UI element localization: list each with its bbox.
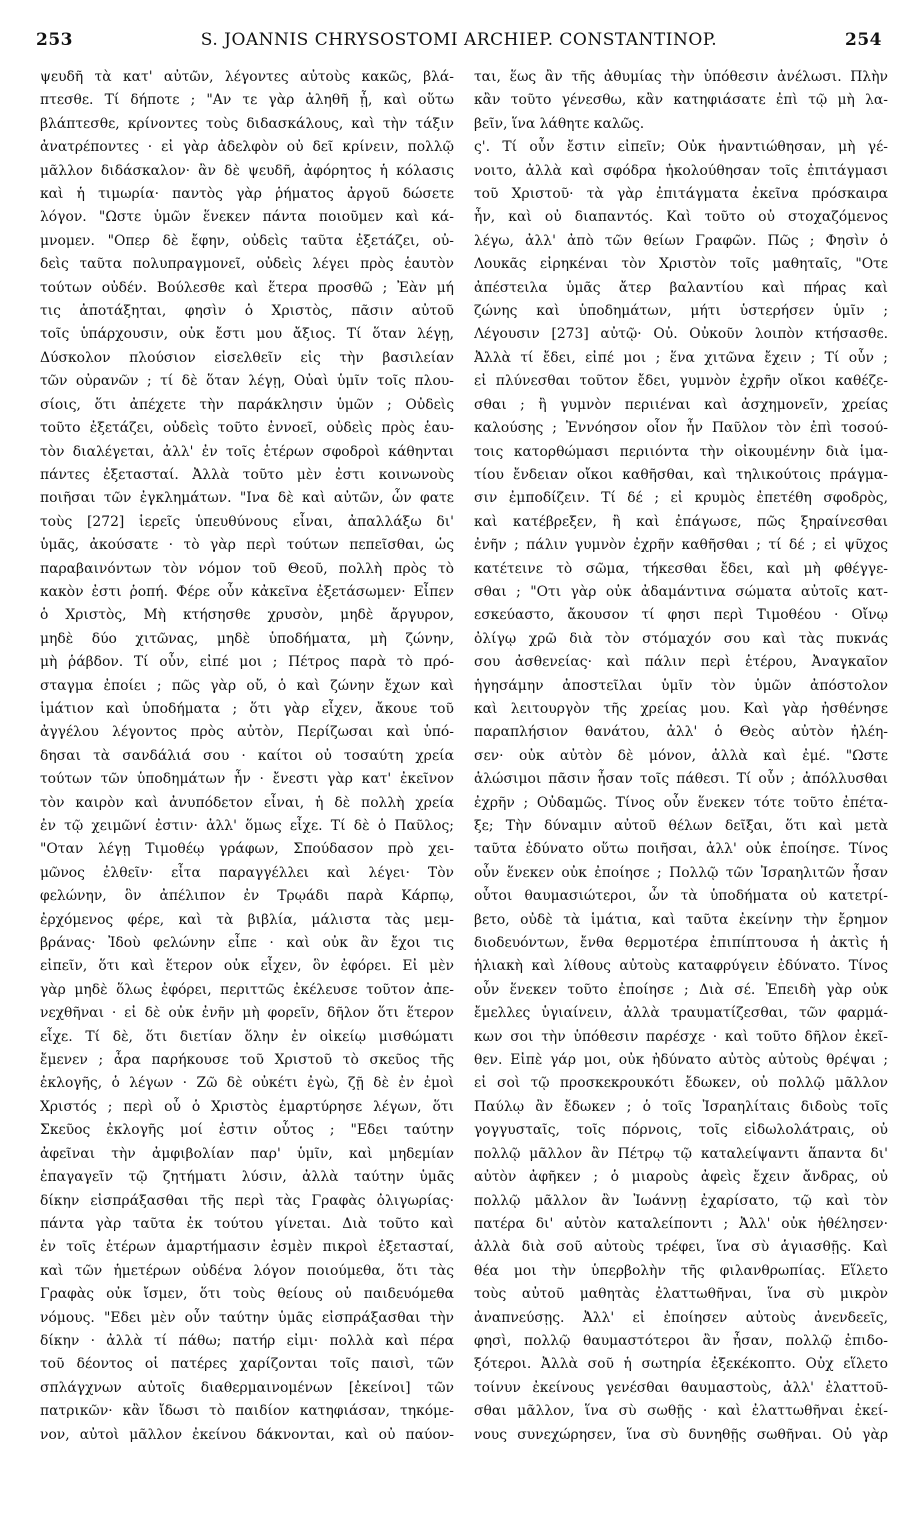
left-column-line: ὑμᾶς, ἀκούσατε · τὸ γὰρ περὶ τούτων πεπεῖσθαι, ὡς <box>40 537 454 554</box>
right-column-line: πολλῷ μᾶλλον ἂν Ἰωάννῃ ἐχαρίσατο, τῷ καὶ τὸν <box>474 1192 888 1209</box>
left-column-line: Δύσκολον πλούσιον εἰσελθεῖν εἰς τὴν βασιλείαν <box>40 349 454 366</box>
page-number-left: 253 <box>36 30 73 50</box>
right-column-line: τίου ἔνδειαν οἴκοι καθῆσθαι, καὶ τηλικούτοις πράγμα- <box>474 466 888 483</box>
right-column-line: ἐνῆν ; πάλιν γυμνὸν ἐχρῆν καθῆσθαι ; τί δέ ; εἰ ψῦχος <box>474 537 888 554</box>
right-column-line: ἀλλὰ διὰ σοῦ αὐτοὺς τρέφει, ἵνα σὺ ἁγιασθῇς. Καὶ <box>474 1239 888 1256</box>
left-column-line: σπλάγχνων αὐτοῖς διαθερμαινομένων [ἐκείνοι] τῶν <box>40 1379 454 1396</box>
left-column-line: δεὶς ταῦτα πολυπραγμονεῖ, οὐδεὶς λέγει πρὸς ἑαυτὸν <box>40 256 454 273</box>
right-column-line: εἰ πλύνεσθαι τοῦτον ἔδει, γυμνὸν ἐχρῆν οἴκοι καθέζε- <box>474 373 888 390</box>
left-column-line: ἐπαγαγεῖν τῷ ζητήματι λύσιν, ἀλλὰ ταύτην ὑμᾶς <box>40 1169 454 1186</box>
left-column-line: πάντα γὰρ ταῦτα ἐκ τούτου γίνεται. Διὰ τοῦτο καὶ <box>40 1215 454 1232</box>
right-column-line: τοις κατορθώμασι περιιόντα τὴν οἰκουμένην διὰ ἱμα- <box>474 443 888 460</box>
left-column-line: τις ἀποτάξηται, φησὶν ὁ Χριστὸς, πᾶσιν αὐτοῦ <box>40 303 454 320</box>
right-column-line: Λουκᾶς εἰρηκέναι τὸν Χριστὸν τοῖς μαθηταῖς, "Οτε <box>474 256 888 273</box>
left-column-line: τοῦτο ἐξετάζει, οὐδεὶς τοῦτο ἐννοεῖ, οὐδεὶς πρὸς ἑαυ- <box>40 420 454 437</box>
left-column-line: ἱμάτιον καὶ ὑποδήματα ; ὅτι γὰρ εἶχεν, ἄκουε τοῦ <box>40 700 454 717</box>
left-column-line: Χριστός ; περὶ οὗ ὁ Χριστὸς ἐμαρτύρησε λέγων, ὅτι <box>40 1098 454 1115</box>
left-column-line: πτεσθε. Τί δήποτε ; "Αν τε γὰρ ἀληθῆ ᾖ, καὶ οὕτω <box>40 92 454 109</box>
right-column-line: νοιτο, ἀλλὰ καὶ σφόδρα ἠκολούθησαν τοῖς ἐπιτάγμασι <box>474 162 888 179</box>
right-column-line: γογγυσταῖς, τοῖς πόρνοις, τοῖς εἰδωλολάτραις, οὐ <box>474 1122 888 1139</box>
left-column-line: τούτων τῶν ὑποδημάτων ἦν · ἔνεστι γὰρ κατ' ἐκεῖνον <box>40 771 454 788</box>
left-column-line: μᾶλλον διδάσκαλον· ἂν δὲ ψευδῆ, ἀφόρητος ἡ κόλασις <box>40 162 454 179</box>
left-column-line: νεχθῆναι · εἰ δὲ οὐκ ἐνῆν μὴ φορεῖν, δῆλον ὅτι ἕτερον <box>40 1005 454 1022</box>
right-column-line: παραπλήσιον θανάτου, ἀλλ' ὁ Θεὸς αὐτὸν ἠλέη- <box>474 724 888 741</box>
left-column-line: ὁ Χριστὸς, Μὴ κτήσησθε χρυσὸν, μηδὲ ἄργυρον, <box>40 607 454 624</box>
right-column-line: ζώνης καὶ ὑποδημάτων, μήτι ὑστερήσεν ὑμῖν ; <box>474 303 888 320</box>
right-column-line: ἦν, καὶ οὐ διαπαντός. Καὶ τοῦτο οὐ στοχαζόμενος <box>474 209 888 226</box>
left-column-line: κακὸν ἐστι ῥοπή. Φέρε οὖν κἀκεῖνα ἐξετάσωμεν· Εἶπεν <box>40 583 454 600</box>
right-column-line: Ἀλλὰ τί ἔδει, εἰπέ μοι ; ἕνα χιτῶνα ἔχειν ; Τί οὖν ; <box>474 349 888 366</box>
page-number-right: 254 <box>845 30 882 50</box>
left-column-line: γὰρ μηδὲ ὅλως ἐφόρει, περιττῶς ἐκέλευσε τοῦτον ἀπε- <box>40 981 454 998</box>
left-column-line: ἀνατρέποντες · εἰ γὰρ ἀδελφὸν οὐ δεῖ κρίνειν, πολλῷ <box>40 139 454 156</box>
right-column-line: ται, ἕως ἂν τῆς ἀθυμίας τὴν ὑπόθεσιν ἀνέλωσι. Πλὴν <box>474 69 888 85</box>
left-column-line: Σκεῦος ἐκλογῆς μοί ἐστιν οὗτος ; "Εδει ταύτην <box>40 1122 454 1139</box>
left-column-line: ἐρχόμενος φέρε, καὶ τὰ βιβλία, μάλιστα τὰς μεμ- <box>40 911 454 928</box>
left-column-line: λόγον. "Ωστε ὑμῶν ἕνεκεν πάντα ποιοῦμεν καὶ κά- <box>40 209 454 226</box>
left-column-line: εἰπεῖν, ὅτι καὶ ἕτερον οὐκ εἶχεν, ὃν ἐφόρει. Εἰ μὲν <box>40 958 454 975</box>
left-column-line: πάντες ἐξετασταί. Ἀλλὰ τοῦτο μὲν ἐστι κοινωνοὺς <box>40 466 454 483</box>
right-column-line: βετο, οὐδὲ τὰ ἱμάτια, καὶ ταῦτα ἐκείνην τὴν ἔρημον <box>474 911 888 928</box>
right-column-line: θέα μοι τὴν ὑπερβολὴν τῆς φιλανθρωπίας. Εἵλετο <box>474 1262 888 1279</box>
left-column-line: βράνας· Ἰδοὺ φελώνην εἶπε · καὶ οὐκ ἂν ἔχοι τις <box>40 935 454 952</box>
right-column-line: πολλῷ μᾶλλον ἂν Πέτρῳ τῷ καταλείψαντι ἅπαντα δι' <box>474 1145 888 1162</box>
left-column-line: ἀφεῖναι τὴν ἀμφιβολίαν παρ' ὑμῖν, καὶ μηδεμίαν <box>40 1145 454 1162</box>
right-column-line: αὐτὸν ἀφῆκεν ; ὁ μιαροὺς ἀφεὶς ἔχειν ἄνδρας, οὐ <box>474 1169 888 1186</box>
right-column-line: καὶ λειτουργὸν τῆς χρείας μου. Καὶ γὰρ ἠσθένησε <box>474 700 888 717</box>
right-column-line: διοδευόντων, ἔνθα θερμοτέρα ἐπιπίπτουσα ἡ ἀκτὶς ἡ <box>474 935 888 952</box>
right-column-line: ὀλίγῳ χρῶ διὰ τὸν στόμαχόν σου καὶ τὰς πυκνάς <box>474 630 888 647</box>
right-column-line: βεῖν, ἵνα λάθητε καλῶς. <box>474 115 645 132</box>
right-column-line: τοὺς αὐτοῦ μαθητὰς ἐλαττωθῆναι, ἵνα σὺ μικρὸν <box>474 1286 888 1303</box>
right-column-line: εσκεύαστο, ἄκουσον τί φησι περὶ Τιμοθέου · Οἴνῳ <box>474 607 888 624</box>
right-column-line: ξε; Τὴν δύναμιν αὐτοῦ θέλων δεῖξαι, ὅτι καὶ μετὰ <box>474 818 888 834</box>
right-column-line: Λέγουσιν [273] αὐτῷ· Οὐ. Οὐκοῦν λοιπὸν κτήσασθε. <box>474 326 888 343</box>
left-column-line: ἐν τοῖς ἑτέρων ἁμαρτήμασιν ἐσμὲν πικροὶ ἐξετασταί, <box>40 1239 454 1256</box>
left-column <box>40 66 454 1528</box>
left-column-line: τῶν οὐρανῶν ; τί δὲ ὅταν λέγῃ, Οὐαὶ ὑμῖν τοῖς πλου- <box>40 373 454 390</box>
left-column-line: τὸν καιρὸν καὶ ἀνυπόδετον εἶναι, ἡ δὲ πολλὴ χρεία <box>40 794 454 811</box>
right-column-line: σθαι ; ἢ γυμνὸν περιιέναι καὶ ἀσχημονεῖν, χρείας <box>474 396 888 413</box>
right-column-line: Παύλῳ ἂν ἔδωκεν ; ὁ τοῖς Ἰσραηλίταις διδοὺς τοῖς <box>474 1098 888 1115</box>
left-column-line: σταγμα ἐποίει ; πῶς γὰρ οὔ, ὁ καὶ ζώνην ἔχων καὶ <box>40 677 454 694</box>
left-column-line: μῶνος ἐλθεῖν· εἶτα παραγγέλλει καὶ λέγει· Τὸν <box>40 864 454 881</box>
left-column-line: μνομεν. "Οπερ δὲ ἔφην, οὐδεὶς ταῦτα ἐξετάζει, οὐ- <box>40 232 454 249</box>
left-column-line: σίοις, ὅτι ἀπέχετε τὴν παράκλησιν ὑμῶν ; Οὐδεὶς <box>40 396 454 413</box>
right-column-line: σεν· οὐκ αὐτὸν δὲ μόνον, ἀλλὰ καὶ ἐμέ. "Ωστε <box>474 747 888 764</box>
left-column-line: τοῖς ὑπάρχουσιν, οὐκ ἔστι μου ἄξιος. Τί ὅταν λέγῃ, <box>40 326 454 343</box>
left-column-line: ψευδῆ τὰ κατ' αὐτῶν, λέγοντες αὐτοὺς κακῶς, βλά- <box>40 69 454 85</box>
right-column-line: θεν. Εἰπὲ γάρ μοι, οὐκ ἠδύνατο αὐτὸς αὐτοὺς θρέψαι ; <box>474 1052 888 1069</box>
right-column-line: ξότεροι. Ἀλλὰ σοῦ ἡ σωτηρία ἐξεκέκοπτο. Οὐχ εἵλετο <box>474 1356 888 1373</box>
left-column-line: καὶ ἡ τιμωρία· παντὸς γὰρ ῥήματος ἀργοῦ δώσετε <box>40 186 454 203</box>
left-column-line: δησαι τὰ σανδάλιά σου · καίτοι οὐ τοσαύτη χρεία <box>40 747 454 764</box>
left-column-line: δίκην εἰσπράξασθαι τῆς περὶ τὰς Γραφὰς ὀλιγωρίας· <box>40 1192 454 1209</box>
left-column-line: μηδὲ δύο χιτῶνας, μηδὲ ὑποδήματα, μὴ ζώνην, <box>40 630 454 647</box>
right-column-line: εἰ σοὶ τῷ προσκεκρουκότι ἔδωκεν, οὐ πολλῷ μᾶλλον <box>474 1075 888 1092</box>
running-header <box>36 30 882 56</box>
left-column-line: τοῦ δέοντος οἱ πατέρες χαρίζονται τοῖς παισὶ, τῶν <box>40 1356 454 1373</box>
right-column-line: ἔμελλες ὑγιαίνειν, ἀλλὰ τραυματίζεσθαι, τῶν φαρμά- <box>474 1005 888 1022</box>
left-column-line: τοὺς [272] ἱερεῖς ὑπευθύνους εἶναι, ἀπαλλάξω δι' <box>40 513 454 530</box>
left-column-line: πατρικῶν· κἂν ἴδωσι τὸ παιδίον κατηφιάσαν, τηκόμε- <box>40 1403 454 1420</box>
right-column-line: πατέρα δι' αὐτὸν καταλείποντι ; Ἀλλ' οὐκ ἠθέλησεν· <box>474 1215 888 1232</box>
left-column-line: ποιῆσαι τῶν ἐγκλημάτων. "Ινα δὲ καὶ αὐτῶν, ὧν φατε <box>40 490 454 507</box>
left-column-line: βλάπτεσθε, κρίνοντες τοὺς διδασκάλους, καὶ τὴν τάξιν <box>40 115 454 132</box>
right-column-line: σου ἀσθενείας· καὶ πάλιν περὶ ἑτέρου, Ἀναγκαῖον <box>474 654 888 671</box>
right-column-line: ἀναπνεύσῃς. Ἀλλ' εἰ ἐποίησεν αὐτοὺς ἀνενδεεῖς, <box>474 1309 888 1326</box>
right-column-line: τοίνυν ἐκείνους γενέσθαι θαυμαστοὺς, ἀλλ' ἐλαττοῦ- <box>474 1379 888 1396</box>
left-column-line: ἀγγέλου λέγοντος πρὸς αὐτὸν, Περίζωσαι καὶ ὑπό- <box>40 724 454 741</box>
right-column-line: ἀπέστειλα ὑμᾶς ἄτερ βαλαντίου καὶ πήρας καὶ <box>474 279 888 296</box>
right-column-line: καλούσης ; Ἐννόησον οἷον ἦν Παῦλον τὸν ἐπὶ τοσού- <box>474 420 888 437</box>
left-column-line: καὶ τῶν ἡμετέρων οὐδένα λόγον ποιούμεθα, ὅτι τὰς <box>40 1262 454 1279</box>
left-column-line: τούτων οὐδέν. Βούλεσθε καὶ ἕτερα προσθῶ ; Ἐὰν μή <box>40 279 454 296</box>
left-column-line: μὴ ῥάβδον. Τί οὖν, εἰπέ μοι ; Πέτρος παρὰ τὸ πρό- <box>40 654 454 671</box>
left-column-line: φελώνην, ὃν ἀπέλιπον ἐν Τρῳάδι παρὰ Κάρπῳ, <box>40 888 454 905</box>
right-column-line: ἡλιακὴ καὶ λίθους αὐτοὺς καταφρύγειν ἐδύνατο. Τίνος <box>474 958 888 975</box>
left-column-line: τὸν διαλέγεται, ἀλλ' ἐν τοῖς ἑτέρων σφοδροὶ κάθηνται <box>40 443 454 460</box>
right-column-line: ἡγησάμην ἀποστεῖλαι ὑμῖν τὸν ὑμῶν ἀπόστολον <box>474 677 888 694</box>
left-column-line: δίκην · ἀλλὰ τί πάθω; πατήρ εἰμι· πολλὰ καὶ πέρα <box>40 1332 454 1349</box>
left-column-line: ἐκλογῆς, ὁ λέγων · Ζῶ δὲ οὐκέτι ἐγὼ, ζῇ δὲ ἐν ἐμοὶ <box>40 1075 454 1092</box>
right-column-line: τοῦ Χριστοῦ· τὰ γὰρ ἐπιτάγματα ἐκεῖνα πρόσκαιρα <box>474 186 888 203</box>
right-column-line: ς'. Τί οὖν ἔστιν εἰπεῖν; Οὐκ ἠναντιώθησαν, μὴ γέ- <box>474 139 888 156</box>
right-column-line: ἐχρῆν ; Οὐδαμῶς. Τίνος οὖν ἕνεκεν τότε τοῦτο ἐπέτα- <box>474 794 888 811</box>
running-title: S. JOANNIS CHRYSOSTOMI ARCHIEP. CONSTANTINOP. <box>200 30 718 50</box>
right-column-line: νους συνεχώρησεν, ἵνα σὺ δυνηθῇς σωθῆναι. Οὐ γὰρ <box>474 1426 888 1443</box>
right-column-line: ἁλώσιμοι πᾶσιν ἦσαν τοῖς πάθεσι. Τί οὖν ; ἀπόλλυσθαι <box>474 771 888 788</box>
right-column-line: σθαι ; "Οτι γὰρ οὐκ ἀδαμάντινα σώματα αὐτοῖς κατ- <box>474 583 888 600</box>
left-column-line: ἐν τῷ χειμῶνί ἐστιν· ἀλλ' ὅμως εἶχε. Τί δὲ ὁ Παῦλος; <box>40 818 454 834</box>
right-column-line: οὖν ἕνεκεν τοῦτο ἐποίησε ; Διὰ σέ. Ἐπειδὴ γὰρ οὐκ <box>474 981 888 998</box>
right-column-line: λέγω, ἀλλ' ἀπὸ τῶν θείων Γραφῶν. Πῶς ; Φησὶν ὁ <box>474 232 888 249</box>
left-column-line: ἔμενεν ; ἆρα παρήκουσε τοῦ Χριστοῦ τὸ σκεῦος τῆς <box>40 1052 454 1069</box>
right-column <box>474 66 888 1528</box>
left-column-line: Γραφὰς οὐκ ἴσμεν, ὅτι τοὺς θείους οὐ παιδευόμεθα <box>40 1286 454 1303</box>
right-column-line: καὶ κατέβρεξεν, ἢ καὶ ἐπάγωσε, πῶς ξηραίνεσθαι <box>474 513 888 530</box>
right-column-line: κἂν τοῦτο γένεσθω, κἂν κατηφιάσατε ἐπὶ τῷ μὴ λα- <box>474 92 888 109</box>
left-column-line: παραβαινόντων τὸν νόμον τοῦ Θεοῦ, πολλὴ πρὸς τὸ <box>40 560 454 577</box>
right-column-line: ταῦτα ἐδύνατο οὕτω ποιῆσαι, ἀλλ' οὐκ ἐποίησε. Τίνος <box>474 841 888 858</box>
right-column-line: κατέτεινε τὸ σῶμα, τήκεσθαι ἔδει, καὶ μὴ φθέγγε- <box>474 560 888 577</box>
left-column-line: νόμους. "Εδει μὲν οὖν ταύτην ὑμᾶς εἰσπράξασθαι τὴν <box>40 1309 454 1326</box>
right-column-line: οὖν ἕνεκεν οὐκ ἐποίησε ; Πολλῷ τῶν Ἰσραηλιτῶν ἦσαν <box>474 864 888 881</box>
left-column-line: νον, αὐτοὶ μᾶλλον ἐκείνου δάκνονται, καὶ οὐ παύον- <box>40 1426 454 1443</box>
right-column-line: οὗτοι θαυμασιώτεροι, ὧν τὰ ὑποδήματα οὐ κατετρί- <box>474 888 888 905</box>
right-column-line: σθαι μᾶλλον, ἵνα σὺ σωθῇς · καὶ ἐλαττωθῆναι ἐκεί- <box>474 1403 888 1420</box>
left-column-line: "Οταν λέγῃ Τιμοθέῳ γράφων, Σπούδασον πρὸ χει- <box>40 841 454 858</box>
right-column-line: κων σοι τὴν ὑπόθεσιν παρέσχε · καὶ τοῦτο δῆλον ἐκεῖ- <box>474 1028 888 1045</box>
right-column-line: σιν ἐμποδίζειν. Τί δέ ; εἰ κρυμὸς ἐπετέθη σφοδρὸς, <box>474 490 888 507</box>
right-column-line: φησὶ, πολλῷ θαυμαστότεροι ἂν ἦσαν, πολλῷ ἐπιδο- <box>474 1332 888 1349</box>
left-column-line: εἶχε. Τί δὲ, ὅτι διετίαν ὅλην ἐν οἰκείῳ μισθώματι <box>40 1028 454 1045</box>
